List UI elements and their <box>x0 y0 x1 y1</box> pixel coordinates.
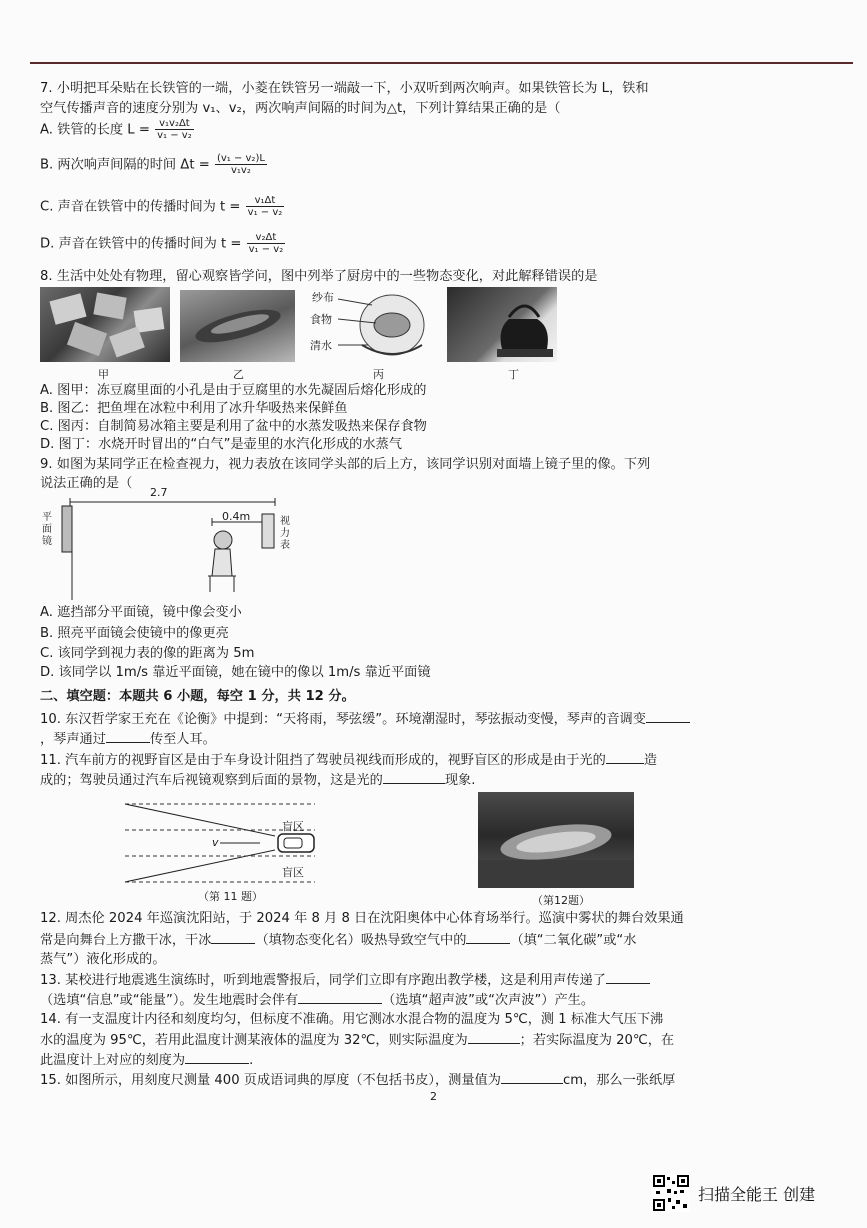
q8-option-c: C. 图丙：自制简易冰箱主要是利用了盆中的水蒸发吸热来保存食物 <box>40 419 427 434</box>
caption-bing: 丙 <box>373 368 384 381</box>
q14-line2: 水的温度为 95℃，若用此温度计测某液体的温度为 32℃，则实际温度为 ；若实际温度为 20℃，在 <box>40 1033 675 1048</box>
q9-stem-line2: 说法正确的是（ <box>40 476 133 491</box>
answer-blank[interactable] <box>646 710 690 723</box>
eye-test-diagram <box>40 492 310 602</box>
q14-line3: 此温度计上对应的刻度为 . <box>40 1053 254 1068</box>
q7-option-c: C. 声音在铁管中的传播时间为 t = $\frac{\text{v₁Δt}}{\text{v₁ − v₂}}$ <box>40 195 283 218</box>
q9-option-a: A. 遮挡部分平面镜，镜中像会变小 <box>40 605 242 620</box>
answer-blank[interactable] <box>383 771 445 784</box>
label-blind-spot-top: 盲区 <box>282 820 304 833</box>
page-number: 2 <box>430 1090 437 1103</box>
fraction: $\frac{\text{v₁v₂Δt}}{\text{v₁ − v₂}}$ <box>157 118 192 141</box>
label-distance-total: 2.7 <box>150 486 168 499</box>
figure-simple-fridge <box>300 287 440 362</box>
label-food: 食物 <box>310 313 332 326</box>
answer-blank[interactable] <box>606 751 644 764</box>
caption-figure-12: （第12题） <box>532 894 590 907</box>
answer-blank[interactable] <box>606 971 650 984</box>
q10-line2: ，琴声通过 传至人耳。 <box>40 732 216 747</box>
q11-line1: 11. 汽车前方的视野盲区是由于车身设计阻挡了驾驶员视线而形成的，视野盲区的形成是由于光的 造 <box>40 753 658 768</box>
scanner-text: 扫描全能王 创建 <box>698 1184 816 1204</box>
qr-code-icon <box>652 1174 690 1212</box>
label-plane-mirror: 平面镜 <box>42 512 52 547</box>
q12-line2: 常是向舞台上方撒干冰，干冰 （填物态变化名）吸热导致空气中的 （填“二氧化碳”或“水 <box>40 933 637 948</box>
top-rule <box>30 62 853 64</box>
label-blind-spot-bottom: 盲区 <box>282 866 304 879</box>
label-gauze: 纱布 <box>312 291 334 304</box>
photo-fish-on-ice <box>180 290 295 362</box>
scanner-watermark <box>652 1174 815 1212</box>
q13-line1: 13. 某校进行地震逃生演练时，听到地震警报后，同学们立即有序跑出教学楼，这是利用声传递了 <box>40 971 650 989</box>
section-2-heading: 二、填空题：本题共 6 小题，每空 1 分，共 12 分。 <box>40 689 355 704</box>
answer-blank[interactable] <box>501 1071 563 1084</box>
photo-kettle <box>447 287 557 362</box>
q11-line2: 成的；驾驶员通过汽车后视镜观察到后面的景物，这是光的 现象. <box>40 773 476 788</box>
answer-blank[interactable] <box>298 991 382 1004</box>
caption-yi: 乙 <box>233 368 244 381</box>
q15-line1: 15. 如图所示，用刻度尺测量 400 页成语词典的厚度（不包括书皮），测量值为 cm，那么一张纸厚 <box>40 1073 676 1088</box>
q13-line2: （选填“信息”或“能量”）。发生地震时会伴有 （选填“超声波”或“次声波”）产生。 <box>40 993 595 1008</box>
fish-image <box>180 290 295 362</box>
q9-option-c: C. 该同学到视力表的像的距离为 5m <box>40 646 255 661</box>
q8-option-a: A. 图甲：冻豆腐里面的小孔是由于豆腐里的水先凝固后熔化形成的 <box>40 383 427 398</box>
q12-line3: 蒸气”）液化形成的。 <box>40 952 166 967</box>
q10-line1: 10. 东汉哲学家王充在《论衡》中提到：“天将雨，琴弦缓”。环境潮湿时，琴弦振动变慢，琴声的音调变 <box>40 710 690 728</box>
q7-option-b: B. 两次响声间隔的时间 Δt = $\frac{\text{(v₁ − v₂)L}}{\text{v₁v₂}}$ <box>40 153 265 176</box>
caption-ding: 丁 <box>508 368 519 381</box>
q7-option-a: A. 铁管的长度 L = $\frac{\text{v₁v₂Δt}}{\text{v₁ − v₂}}$ <box>40 118 192 141</box>
label-velocity: v <box>212 836 219 849</box>
caption-figure-11: （第 11 题） <box>198 890 263 903</box>
q8-stem: 8. 生活中处处有物理，留心观察皆学问，图中列举了厨房中的一些物态变化，对此解释错误的是 <box>40 269 598 284</box>
q7-option-d: D. 声音在铁管中的传播时间为 t = $\frac{\text{v₂Δt}}{\text{v₁ − v₂}}$ <box>40 232 284 255</box>
answer-blank[interactable] <box>211 931 255 944</box>
answer-blank[interactable] <box>185 1051 249 1064</box>
label-eye-chart: 视力表 <box>280 516 290 551</box>
label-water: 清水 <box>310 339 332 352</box>
answer-blank[interactable] <box>468 1031 520 1044</box>
stadium-image <box>478 792 634 888</box>
caption-jia: 甲 <box>98 368 109 381</box>
q7-stem-line2: 空气传播声音的速度分别为 v₁、v₂，两次响声间隔的时间为△t，下列计算结果正确的是（ <box>40 101 561 116</box>
q12-line1: 12. 周杰伦 2024 年巡演沈阳站，于 2024 年 8 月 8 日在沈阳奥体中心体育场举行。巡演中雾状的舞台效果通 <box>40 911 684 926</box>
q8-option-d: D. 图丁：水烧开时冒出的“白气”是壶里的水汽化形成的水蒸气 <box>40 437 402 452</box>
label-distance-small: 0.4m <box>222 510 251 523</box>
q7-stem-line1: 7. 小明把耳朵贴在长铁管的一端，小菱在铁管另一端敲一下，小双听到两次响声。如果铁管长为 L，铁和 <box>40 81 649 96</box>
fraction: $\frac{\text{(v₁ − v₂)L}}{\text{v₁v₂}}$ <box>216 153 265 176</box>
fraction: $\frac{\text{v₁Δt}}{\text{v₁ − v₂}}$ <box>247 195 283 218</box>
answer-blank[interactable] <box>106 730 150 743</box>
q8-option-b: B. 图乙：把鱼埋在冰粒中利用了冰升华吸热来保鲜鱼 <box>40 401 348 416</box>
photo-frozen-tofu <box>40 287 170 362</box>
figure-12-stadium-photo <box>478 792 634 888</box>
kettle-image <box>447 287 557 362</box>
q9-stem-line1: 9. 如图为某同学正在检查视力，视力表放在该同学头部的后上方，该同学识别对面墙上镜子里的像。下列 <box>40 457 651 472</box>
tofu-blocks-image <box>40 287 170 362</box>
q9-option-b: B. 照亮平面镜会使镜中的像更亮 <box>40 626 229 641</box>
answer-blank[interactable] <box>466 931 510 944</box>
q14-line1: 14. 有一支温度计内径和刻度均匀，但标度不准确。用它测冰水混合物的温度为 5℃，测 1 标准大气压下沸 <box>40 1012 664 1027</box>
fraction: $\frac{\text{v₂Δt}}{\text{v₁ − v₂}}$ <box>248 232 284 255</box>
figure-eye-test <box>40 486 310 602</box>
figure-11-blind-spot <box>120 798 320 903</box>
q9-option-d: D. 该同学以 1m/s 靠近平面镜，她在镜中的像以 1m/s 靠近平面镜 <box>40 665 431 680</box>
